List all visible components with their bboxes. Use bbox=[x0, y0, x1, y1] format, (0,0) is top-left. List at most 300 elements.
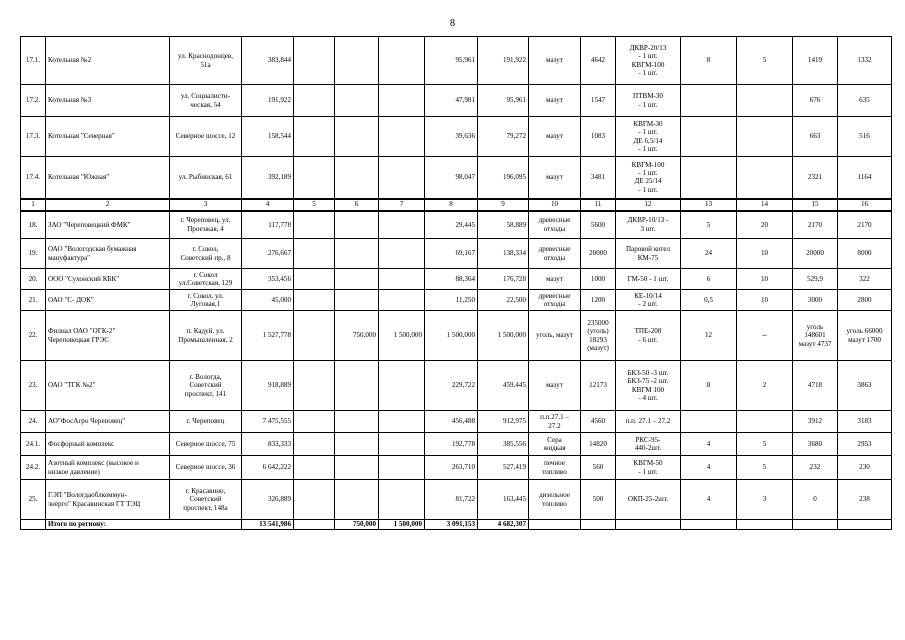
fuel-type-line: отходы bbox=[543, 300, 566, 308]
value-c16 bbox=[838, 37, 892, 85]
address bbox=[170, 290, 242, 311]
enterprise-name-line: ОАО "ТГК №2" bbox=[48, 381, 96, 390]
value-c8: 11,250 bbox=[425, 290, 478, 311]
value-c7 bbox=[379, 157, 425, 199]
value-c5 bbox=[294, 239, 335, 269]
fuel-type-line: древесные bbox=[538, 245, 571, 254]
fuel-type-line: мазут bbox=[546, 274, 563, 283]
equipment-line: ДКВР-20/13 bbox=[629, 43, 667, 52]
fuel-type bbox=[529, 311, 581, 361]
address bbox=[170, 37, 242, 85]
enterprise-name-line: Азотный комплекс (высокое и bbox=[48, 459, 139, 468]
value-c13: 8 bbox=[681, 361, 737, 411]
equipment bbox=[616, 411, 681, 433]
value-c9: 95,961 bbox=[478, 85, 529, 117]
fuel-type-line: мазут bbox=[546, 96, 563, 105]
address-line: проспект, 141 bbox=[184, 389, 227, 398]
empty-cell bbox=[616, 520, 681, 530]
equipment bbox=[616, 480, 681, 520]
fuel-type-line: топливо bbox=[542, 467, 567, 476]
enterprise-name bbox=[46, 85, 170, 117]
equipment-line: КВГМ-30 bbox=[633, 119, 663, 128]
address bbox=[170, 311, 242, 361]
table-row bbox=[21, 433, 892, 456]
value-c9: 385,556 bbox=[478, 433, 529, 456]
address-line: Северное шоссе, 12 bbox=[175, 132, 236, 141]
page-number: 8 bbox=[450, 18, 455, 29]
equipment-line: Паровой котел bbox=[625, 245, 671, 254]
value-c14 bbox=[737, 411, 793, 433]
equipment bbox=[616, 456, 681, 480]
value-c15 bbox=[793, 433, 838, 456]
value-c6 bbox=[335, 85, 379, 117]
enterprise-name-line: Череповецкая ГРЭС bbox=[48, 335, 110, 344]
value-c16-line: 3183 bbox=[857, 417, 872, 426]
equipment-line: КВГМ-100 bbox=[631, 160, 665, 169]
value-c7 bbox=[379, 361, 425, 411]
value-c7 bbox=[379, 117, 425, 157]
value-c16 bbox=[838, 157, 892, 199]
value-c8: 69,167 bbox=[425, 239, 478, 269]
address bbox=[170, 456, 242, 480]
value-c15 bbox=[793, 480, 838, 520]
value-c15-line: 0 bbox=[813, 495, 817, 504]
value-c15-line: 3912 bbox=[807, 417, 823, 426]
value-c15-line: мазут 4737 bbox=[798, 339, 832, 348]
enterprise-name-line: низкое давление) bbox=[48, 467, 100, 476]
total-label: Итого по региону: bbox=[46, 520, 242, 530]
value-c8: 456,488 bbox=[425, 411, 478, 433]
value-c13 bbox=[681, 411, 737, 433]
equipment-line: ДКВР-10/13 - bbox=[627, 216, 669, 225]
row-number: 24.2. bbox=[21, 456, 46, 480]
value-c15-line: уголь bbox=[806, 322, 824, 331]
fuel-type bbox=[529, 411, 581, 433]
equipment-line: - 2 шт. bbox=[638, 300, 658, 308]
value-c6 bbox=[335, 411, 379, 433]
value-c7 bbox=[379, 290, 425, 311]
equipment-line: - 1 шт. bbox=[638, 185, 658, 194]
fuel-type bbox=[529, 290, 581, 311]
total-c9: 4 682,307 bbox=[478, 520, 529, 530]
enterprise-name-line: ООО "Сухонский КБК" bbox=[48, 274, 120, 283]
value-c11: 4642 bbox=[581, 37, 616, 85]
address bbox=[170, 411, 242, 433]
fuel-type bbox=[529, 480, 581, 520]
value-c15-line: 676 bbox=[809, 96, 821, 105]
value-c16 bbox=[838, 311, 892, 361]
value-c7 bbox=[379, 239, 425, 269]
enterprise-name bbox=[46, 290, 170, 311]
value-c15 bbox=[793, 311, 838, 361]
address-line: Луговая,1 bbox=[190, 300, 221, 308]
value-c4: 6 642,222 bbox=[242, 456, 294, 480]
address-line: г. Сокол, ул. bbox=[187, 291, 224, 300]
value-c13: 12 bbox=[681, 311, 737, 361]
value-c16 bbox=[838, 239, 892, 269]
value-c8: 81,722 bbox=[425, 480, 478, 520]
enterprise-name bbox=[46, 361, 170, 411]
address-line: ческая, 54 bbox=[190, 100, 221, 109]
enterprise-name-line: Котельная №2 bbox=[48, 56, 92, 65]
value-c15-line: 529,9 bbox=[807, 274, 823, 283]
fuel-type bbox=[529, 269, 581, 290]
value-c6 bbox=[335, 290, 379, 311]
fuel-type-line: мазут bbox=[546, 56, 563, 65]
enterprise-name-line: ГЭП "Вологдаоблкоммун- bbox=[48, 491, 127, 500]
value-c7 bbox=[379, 37, 425, 85]
value-c13: 4 bbox=[681, 433, 737, 456]
equipment-line: КВГМ-100 bbox=[631, 60, 665, 69]
column-number: 1 bbox=[21, 199, 46, 211]
value-c15 bbox=[793, 117, 838, 157]
enterprise-name bbox=[46, 311, 170, 361]
value-c11: 500 bbox=[581, 480, 616, 520]
value-c4: 45,000 bbox=[242, 290, 294, 311]
value-c4: 191,922 bbox=[242, 85, 294, 117]
fuel-type bbox=[529, 211, 581, 239]
value-c15 bbox=[793, 290, 838, 311]
fuel-type bbox=[529, 157, 581, 199]
value-c6 bbox=[335, 269, 379, 290]
row-number: 25. bbox=[21, 480, 46, 520]
address-line: ул.Советская, 129 bbox=[178, 279, 233, 287]
value-c16-line: 2953 bbox=[857, 439, 872, 448]
fuel-type-line: древесные bbox=[538, 216, 571, 225]
empty-cell bbox=[681, 520, 737, 530]
value-c13: 5 bbox=[681, 211, 737, 239]
equipment-line: ГМ-50 - 1 шт. bbox=[627, 274, 669, 283]
equipment-line: - 1 шт. bbox=[638, 100, 658, 109]
value-c16-line: 3863 bbox=[857, 381, 872, 390]
value-c15 bbox=[793, 157, 838, 199]
row-number: 17.2. bbox=[21, 85, 46, 117]
equipment-line: - 1 шт. bbox=[638, 68, 658, 77]
value-c16-line: 2800 bbox=[857, 295, 872, 304]
value-c15-line: 3680 bbox=[807, 439, 823, 448]
enterprise-name bbox=[46, 411, 170, 433]
enterprise-name-line: Котельная "Южная" bbox=[48, 173, 110, 182]
value-c16 bbox=[838, 411, 892, 433]
value-c7 bbox=[379, 456, 425, 480]
value-c11: 12173 bbox=[581, 361, 616, 411]
value-c16-line: уголь 66000 bbox=[846, 327, 883, 336]
enterprise-name bbox=[46, 239, 170, 269]
value-c13: 0,5 bbox=[681, 290, 737, 311]
value-c15-line: 232 bbox=[809, 463, 821, 472]
value-c5 bbox=[294, 117, 335, 157]
enterprise-name bbox=[46, 433, 170, 456]
enterprise-name-line: энерго" Красавинская ГТ ТЭЦ bbox=[48, 499, 141, 508]
enterprise-name-line: ЗАО "Череповецкий ФМК" bbox=[48, 220, 131, 229]
address bbox=[170, 361, 242, 411]
value-c16-line: 230 bbox=[859, 463, 870, 472]
address-line: Проезжая, 4 bbox=[187, 224, 224, 233]
table-row bbox=[21, 456, 892, 480]
value-c7 bbox=[379, 85, 425, 117]
value-c15 bbox=[793, 411, 838, 433]
equipment-line: 3 шт. bbox=[640, 224, 656, 233]
address bbox=[170, 433, 242, 456]
value-c5 bbox=[294, 433, 335, 456]
equipment bbox=[616, 433, 681, 456]
value-c11: 560 bbox=[581, 456, 616, 480]
value-c6: 750,000 bbox=[335, 311, 379, 361]
equipment-line: КВГМ-50 bbox=[633, 459, 663, 468]
value-c16-line: 1164 bbox=[857, 173, 872, 182]
value-c13: 4 bbox=[681, 480, 737, 520]
value-c15-line: 1419 bbox=[807, 56, 823, 65]
total-c4: 13 541,986 bbox=[242, 520, 294, 530]
address bbox=[170, 211, 242, 239]
row-number: 24. bbox=[21, 411, 46, 433]
row-number: 17.1. bbox=[21, 37, 46, 85]
equipment-line: ДЕ 25/14 bbox=[634, 177, 662, 186]
fuel-type bbox=[529, 433, 581, 456]
value-c7 bbox=[379, 480, 425, 520]
value-c15-line: 2170 bbox=[807, 220, 823, 229]
value-c16 bbox=[838, 269, 892, 290]
enterprise-name bbox=[46, 157, 170, 199]
enterprise-name-line: Филиал ОАО "ОГК-2" bbox=[48, 327, 116, 336]
column-number: 3 bbox=[170, 199, 242, 211]
emissions-table bbox=[20, 36, 892, 530]
value-c6 bbox=[335, 456, 379, 480]
value-c13: 8 bbox=[681, 37, 737, 85]
table-row bbox=[21, 311, 892, 361]
address-line: Промышленная, 2 bbox=[178, 335, 233, 344]
value-c13 bbox=[681, 85, 737, 117]
empty-cell bbox=[21, 520, 46, 530]
fuel-type-line: древесные bbox=[538, 291, 571, 300]
equipment-line: ДЕ 6,5/14 bbox=[633, 136, 663, 145]
value-c5 bbox=[294, 269, 335, 290]
value-c6 bbox=[335, 37, 379, 85]
value-c7 bbox=[379, 211, 425, 239]
enterprise-name bbox=[46, 456, 170, 480]
value-c6 bbox=[335, 433, 379, 456]
value-c14: 5 bbox=[737, 456, 793, 480]
value-c6 bbox=[335, 239, 379, 269]
value-c7 bbox=[379, 433, 425, 456]
value-c5 bbox=[294, 361, 335, 411]
fuel-type-line: мазут bbox=[546, 173, 563, 182]
address bbox=[170, 239, 242, 269]
table-row bbox=[21, 157, 892, 199]
equipment bbox=[616, 157, 681, 199]
value-c5 bbox=[294, 37, 335, 85]
value-c6 bbox=[335, 157, 379, 199]
value-c15 bbox=[793, 269, 838, 290]
equipment-line: - 4 шт. bbox=[638, 393, 658, 402]
value-c9: 191,922 bbox=[478, 37, 529, 85]
fuel-type bbox=[529, 456, 581, 480]
value-c14: 5 bbox=[737, 37, 793, 85]
value-c5 bbox=[294, 157, 335, 199]
equipment-line: - 1 шт. bbox=[638, 168, 658, 177]
value-c13: 4 bbox=[681, 456, 737, 480]
value-c4: 7 475,555 bbox=[242, 411, 294, 433]
empty-cell bbox=[294, 520, 335, 530]
fuel-type-line: отходы bbox=[543, 224, 566, 233]
address-line: ул. Рыбинская, 61 bbox=[178, 173, 233, 182]
address-line: Советский пр., 8 bbox=[180, 253, 231, 262]
equipment bbox=[616, 37, 681, 85]
value-c9: 79,272 bbox=[478, 117, 529, 157]
value-c13: 24 bbox=[681, 239, 737, 269]
fuel-type bbox=[529, 361, 581, 411]
enterprise-name-line: ОАО "Вологодская бумажная bbox=[48, 245, 137, 254]
column-number: 7 bbox=[379, 199, 425, 211]
equipment-line: - 1 шт. bbox=[638, 144, 658, 153]
value-c16 bbox=[838, 290, 892, 311]
value-c15 bbox=[793, 37, 838, 85]
enterprise-name bbox=[46, 117, 170, 157]
value-c9: 1 500,000 bbox=[478, 311, 529, 361]
value-c4: 833,333 bbox=[242, 433, 294, 456]
value-c9: 138,334 bbox=[478, 239, 529, 269]
value-c11: 235000 (уголь) 18293 (мазут) bbox=[581, 311, 616, 361]
value-c11: 4560 bbox=[581, 411, 616, 433]
fuel-type-line: жидкая bbox=[543, 444, 566, 452]
value-c15 bbox=[793, 239, 838, 269]
value-c8: 29,445 bbox=[425, 211, 478, 239]
value-c6 bbox=[335, 117, 379, 157]
fuel-type-line: дизельное bbox=[539, 491, 570, 500]
value-c9: 58,889 bbox=[478, 211, 529, 239]
value-c15-line: 4718 bbox=[807, 381, 823, 390]
enterprise-name-line: ОАО "С- ДОК" bbox=[48, 295, 94, 304]
address bbox=[170, 117, 242, 157]
value-c11: 1547 bbox=[581, 85, 616, 117]
equipment bbox=[616, 211, 681, 239]
fuel-type-line: уголь, мазут bbox=[536, 331, 573, 340]
value-c16 bbox=[838, 456, 892, 480]
equipment-line: 440-2шт. bbox=[634, 444, 662, 452]
enterprise-name-line: мануфактура" bbox=[48, 253, 90, 262]
enterprise-name bbox=[46, 37, 170, 85]
empty-cell bbox=[737, 520, 793, 530]
value-c9: 196,095 bbox=[478, 157, 529, 199]
enterprise-name bbox=[46, 480, 170, 520]
column-number: 9 bbox=[478, 199, 529, 211]
column-number: 2 bbox=[46, 199, 170, 211]
value-c14: 10 bbox=[737, 290, 793, 311]
equipment bbox=[616, 85, 681, 117]
equipment bbox=[616, 361, 681, 411]
column-number: 15 bbox=[793, 199, 838, 211]
equipment-line: п.п. 27.1 – 27.2 bbox=[625, 417, 671, 426]
address-line: Северное шоссе, 75 bbox=[175, 439, 236, 448]
value-c5 bbox=[294, 480, 335, 520]
value-c14 bbox=[737, 85, 793, 117]
row-number: 19. bbox=[21, 239, 46, 269]
value-c4: 353,456 bbox=[242, 269, 294, 290]
value-c16-line: 516 bbox=[859, 132, 870, 141]
fuel-type-line: мазут bbox=[546, 132, 563, 141]
enterprise-name bbox=[46, 211, 170, 239]
equipment-line: - 1 шт. bbox=[638, 52, 658, 61]
empty-cell bbox=[529, 520, 581, 530]
table-row bbox=[21, 269, 892, 290]
value-c11: 1000 bbox=[581, 269, 616, 290]
value-c4: 918,889 bbox=[242, 361, 294, 411]
address bbox=[170, 157, 242, 199]
equipment-line: КМ-75 bbox=[637, 253, 659, 262]
value-c15 bbox=[793, 85, 838, 117]
row-number: 21. bbox=[21, 290, 46, 311]
address-line: Северное шоссе, 36 bbox=[175, 463, 236, 472]
fuel-type bbox=[529, 85, 581, 117]
value-c8: 95,961 bbox=[425, 37, 478, 85]
address-line: г. Сокол, bbox=[192, 245, 219, 254]
fuel-type-line: 27.2 bbox=[548, 421, 561, 430]
value-c8: 229,722 bbox=[425, 361, 478, 411]
equipment-line: БКЗ-75 -2 шт. bbox=[627, 377, 669, 386]
fuel-type-line: Сера bbox=[547, 435, 562, 444]
value-c5 bbox=[294, 85, 335, 117]
address-line: 51а bbox=[200, 60, 211, 69]
row-number: 17.3. bbox=[21, 117, 46, 157]
address-line: ул. Краснодонцев, bbox=[177, 52, 234, 61]
enterprise-name bbox=[46, 269, 170, 290]
value-c6 bbox=[335, 361, 379, 411]
total-c6: 750,000 bbox=[335, 520, 379, 530]
table-row bbox=[21, 211, 892, 239]
fuel-type-line: печное bbox=[544, 459, 565, 468]
enterprise-name-line: Фосфорный комплекс bbox=[48, 439, 115, 448]
column-number: 8 bbox=[425, 199, 478, 211]
value-c14: 3 bbox=[737, 480, 793, 520]
value-c15 bbox=[793, 361, 838, 411]
value-c15 bbox=[793, 211, 838, 239]
address-line: Советский bbox=[189, 381, 222, 390]
equipment bbox=[616, 269, 681, 290]
address bbox=[170, 480, 242, 520]
value-c14: 20 bbox=[737, 211, 793, 239]
value-c16-line: 635 bbox=[859, 96, 870, 105]
equipment-line: - 6 шт. bbox=[638, 335, 658, 344]
address-line: п. Кадуй, ул. bbox=[186, 327, 225, 336]
column-number: 14 bbox=[737, 199, 793, 211]
address-line: г. Череповец, ул. bbox=[180, 216, 231, 225]
row-number: 17.4. bbox=[21, 157, 46, 199]
column-number: 11 bbox=[581, 199, 616, 211]
table-row bbox=[21, 117, 892, 157]
table-row bbox=[21, 290, 892, 311]
value-c16 bbox=[838, 85, 892, 117]
value-c16-line: 8000 bbox=[857, 249, 872, 258]
value-c16 bbox=[838, 480, 892, 520]
fuel-type bbox=[529, 239, 581, 269]
value-c7 bbox=[379, 269, 425, 290]
equipment-line: РКС-95- bbox=[635, 435, 661, 444]
empty-cell bbox=[581, 520, 616, 530]
row-number: 18. bbox=[21, 211, 46, 239]
value-c15-line: 20000 bbox=[806, 249, 824, 258]
value-c11: 14820 bbox=[581, 433, 616, 456]
column-number: 4 bbox=[242, 199, 294, 211]
table-row bbox=[21, 411, 892, 433]
value-c5 bbox=[294, 311, 335, 361]
address-line: г. Череповец bbox=[186, 417, 225, 426]
address-line: г. Красавино, bbox=[185, 486, 226, 495]
value-c4: 383,844 bbox=[242, 37, 294, 85]
equipment-line: - 1 шт. bbox=[638, 467, 658, 476]
total-row bbox=[21, 520, 892, 530]
value-c13 bbox=[681, 117, 737, 157]
empty-cell bbox=[838, 520, 892, 530]
